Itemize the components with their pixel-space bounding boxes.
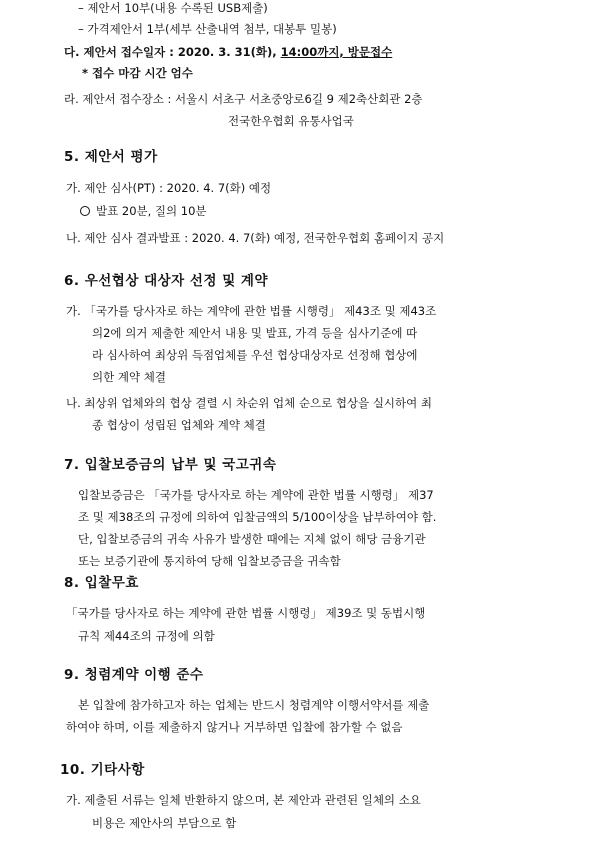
paragraph-line: 단, 입찰보증금의 귀속 사유가 발생한 때에는 지체 없이 해당 금융기관 <box>78 532 426 546</box>
pt-review-detail-text: 발표 20분, 질의 10분 <box>96 204 207 218</box>
submission-place: 라. 제안서 접수장소 : 서울시 서초구 서초중앙로6길 9 제2축산회관 2층 <box>64 92 423 106</box>
section-9-title: 9. 청렴계약 이행 준수 <box>64 667 204 683</box>
submission-item <box>78 0 268 16</box>
paragraph-line: 「국가를 당사자로 하는 계약에 관한 법률 시행령」 제39조 및 동법시행 <box>66 606 426 620</box>
pt-review-line: 가. 제안 심사(PT) : 2020. 4. 7(화) 예정 <box>66 181 272 195</box>
paragraph-line: 의2에 의거 제출한 제안서 내용 및 발표, 가격 등을 심사기준에 따 <box>92 326 418 340</box>
dash-mark: – <box>78 1 84 15</box>
paragraph-line: 나. 최상위 업체와의 협상 결렬 시 차순위 업체 순으로 협상을 실시하여 최 <box>66 396 433 410</box>
paragraph-line: 하여야 하며, 이를 제출하지 않거나 거부하면 입찰에 참가할 수 없음 <box>66 720 403 734</box>
paragraph-line: 조 및 제38조의 규정에 의하여 입찰금액의 5/100이상을 납부하여야 함. <box>78 510 437 524</box>
submission-place-org: 전국한우협회 유통사업국 <box>228 114 354 128</box>
pt-review-detail <box>80 203 207 219</box>
dash-mark: – <box>78 22 84 36</box>
paragraph-line: 라 심사하여 최상위 득점업체를 우선 협상대상자로 선정해 협상에 <box>92 348 418 362</box>
section-7-title: 7. 입찰보증금의 납부 및 국고귀속 <box>64 457 277 473</box>
section-6-title: 6. 우선협상 대상자 선정 및 계약 <box>64 273 269 289</box>
submission-item-text: 제안서 10부(내용 수록된 USB제출) <box>87 1 268 15</box>
deadline-line <box>64 44 392 60</box>
paragraph-line: 입찰보증금은 「국가를 당사자로 하는 계약에 관한 법률 시행령」 제37 <box>78 488 434 502</box>
submission-item-text: 가격제안서 1부(세부 산출내역 첨부, 대봉투 밀봉) <box>87 22 337 36</box>
paragraph-line: 가. 제출된 서류는 일체 반환하지 않으며, 본 제안과 관련된 일체의 소요 <box>66 793 421 807</box>
paragraph-line: 종 협상이 성립된 업체와 계약 체결 <box>92 418 266 432</box>
deadline-note: * 접수 마감 시간 엄수 <box>82 66 193 80</box>
section-10-title: 10. 기타사항 <box>60 762 145 778</box>
paragraph-line: 비용은 제안사의 부담으로 함 <box>92 816 237 830</box>
paragraph-line: 가. 「국가를 당사자로 하는 계약에 관한 법률 시행령」 제43조 및 제43조 <box>66 304 437 318</box>
section-8-title: 8. 입찰무효 <box>64 575 139 591</box>
circle-bullet-icon <box>80 206 90 216</box>
paragraph-line: 규칙 제44조의 규정에 의함 <box>78 629 215 643</box>
section-5-title: 5. 제안서 평가 <box>64 149 158 165</box>
deadline-time: 14:00까지, 방문접수 <box>280 45 393 59</box>
result-announcement: 나. 제안 심사 결과발표 : 2020. 4. 7(화) 예정, 전국한우협회 홈페이지 공지 <box>66 231 445 245</box>
submission-item <box>78 21 337 37</box>
paragraph-line: 본 입찰에 참가하고자 하는 업체는 반드시 청렴계약 이행서약서를 제출 <box>78 698 430 712</box>
paragraph-line: 의한 계약 체결 <box>92 370 166 384</box>
deadline-label: 다. 제안서 접수일자 : 2020. 3. 31(화), <box>64 45 281 59</box>
paragraph-line: 또는 보증기관에 통지하여 당해 입찰보증금을 귀속함 <box>78 554 341 568</box>
